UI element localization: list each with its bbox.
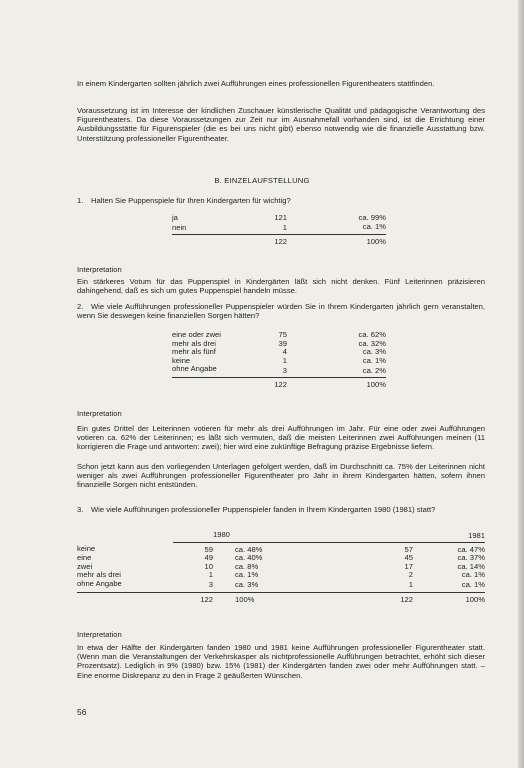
interpretation-label-3: Interpretation (77, 630, 122, 639)
row-count-1980: 59 (204, 544, 213, 554)
page-number: 56 (77, 707, 87, 717)
total-percent-1981: 100% (465, 594, 485, 604)
table-header-row (77, 531, 485, 542)
question-2-number: 2. (77, 302, 84, 311)
interpretation-text-2a: Ein gutes Drittel der Leiterinnen votieren für mehr als drei Aufführungen im Jahr. Für eine oder zwei Aufführungen votieren ca. 62% der Leiterinnen; es läßt sich vermuten, daß die meisten Leiterinnen zwei Aufführungen meinen (11 korrigieren die Frage und antworten: zwei); hier wird eine zukünftige Befragung präzise Ergebnisse liefern. (77, 424, 485, 452)
question-2 (77, 302, 485, 320)
intro-paragraph-1: In einem Kindergarten sollten jährlich zwei Aufführungen eines professionellen Figurentheaters stattfinden. (77, 79, 435, 88)
row-count: 1 (282, 355, 287, 365)
table-row (172, 348, 386, 357)
table-total-row (172, 235, 386, 247)
row-percent-1980: ca. 40% (235, 553, 263, 563)
row-count: 39 (278, 338, 287, 348)
total-count: 122 (274, 237, 287, 247)
row-count: 1 (252, 223, 287, 235)
row-percent-1981: ca. 1% (461, 570, 485, 580)
question-3-number: 3. (77, 505, 84, 514)
total-percent-1980: 100% (235, 594, 255, 604)
table-row (172, 223, 386, 235)
table-row (77, 554, 485, 563)
row-label: ohne Angabe (172, 365, 252, 377)
row-percent: ca. 3% (362, 347, 386, 357)
total-count-1981: 122 (400, 594, 413, 604)
row-percent-1980: ca. 48% (235, 544, 263, 554)
row-label: eine (77, 553, 92, 563)
row-percent: ca. 99% (358, 213, 386, 222)
row-percent: ca. 1% (287, 223, 386, 235)
total-percent: 100% (366, 237, 386, 247)
row-label: zwei (77, 561, 93, 571)
interpretation-text-3: In etwa der Hälfte der Kindergärten fanden 1980 und 1981 keine Aufführungen professioneller Figurentheater statt. (Wenn man die Veranstaltungen der Verkehrskasper als nichtprofessionelle Aufführungen betrachtet, erhöht sich dieser Prozentsatz). Lediglich in 9% (1980) bzw. 15% (1981) der Kindergärten fanden zwei oder mehr Aufführungen statt. – Eine enorme Diskrepanz zu den in Frage 2 geäußerten Wünschen. (77, 643, 485, 680)
row-label: eine oder zwei (172, 330, 221, 339)
question-2-table (172, 331, 386, 390)
row-percent-1980: ca. 1% (235, 570, 259, 580)
row-label: keine (172, 355, 191, 365)
question-3-text: Wie viele Aufführungen professioneller Puppenspieler fanden in Ihrem Kindergarten 1980 (1981) statt? (91, 505, 436, 514)
question-2-text: Wie viele Aufführungen professioneller Puppenspieler würden Sie in Ihrem Kindergarten jährlich gern veranstalten, wenn Sie deswegen keine finanziellen Sorgen hätten? (77, 302, 485, 321)
row-count-1980: 10 (204, 561, 213, 571)
row-label: ja (172, 213, 178, 222)
table-row (77, 542, 485, 554)
row-count-1981: 17 (404, 561, 413, 571)
row-count: 3 (252, 365, 287, 377)
question-1-text: Halten Sie Puppenspiele für Ihren Kindergarten für wichtig? (91, 196, 291, 205)
row-percent: ca. 1% (362, 355, 386, 365)
table-row (77, 580, 485, 592)
row-count: 4 (282, 347, 287, 357)
table-row (172, 365, 386, 377)
row-count-1981: 2 (408, 570, 413, 580)
row-percent: ca. 62% (358, 330, 386, 339)
table-total-row (172, 377, 386, 389)
total-count: 122 (274, 379, 287, 389)
row-percent-1981: ca. 1% (413, 580, 485, 592)
row-percent-1980: ca. 3% (213, 580, 307, 592)
row-count-1980: 3 (173, 580, 213, 592)
row-label: keine (77, 544, 96, 554)
row-label: ohne Angabe (77, 580, 173, 592)
year-1980-header: 1980 (213, 531, 307, 542)
row-label: mehr als drei (172, 338, 216, 348)
total-count-1980: 122 (200, 594, 213, 604)
row-label: mehr als drei (77, 570, 121, 580)
row-percent-1981: ca. 37% (457, 553, 485, 563)
row-count: 75 (278, 330, 287, 339)
row-percent-1981: ca. 47% (457, 544, 485, 554)
question-3 (77, 505, 485, 514)
row-percent: ca. 32% (358, 338, 386, 348)
row-count-1981: 1 (317, 580, 413, 592)
question-3-table (77, 531, 485, 604)
question-1-number: 1. (77, 196, 84, 205)
row-label: mehr als fünf (172, 347, 216, 357)
page-edge-shadow (518, 0, 524, 768)
row-count-1980: 49 (204, 553, 213, 563)
intro-paragraph-2: Voraussetzung ist im Interesse der kindlichen Zuschauer künstlerische Qualität und pädagogische Verantwortung des Figurentheaters. Da diese Voraussetzungen zur Zeit nur im Ausnahmefall vorhanden sind, ist die Errichtung einer Ausbildungsstätte für Figurenspieler (die es bei uns nicht gibt) ebenso notwendig wie die finanzielle Ausstattung bzw. Unterstützung professioneller Figurentheater. (77, 106, 485, 143)
total-percent: 100% (366, 379, 386, 389)
table-row (172, 214, 386, 223)
year-1981-header: 1981 (413, 531, 485, 542)
row-count-1981: 57 (404, 544, 413, 554)
table-row (77, 571, 485, 580)
row-count-1981: 45 (404, 553, 413, 563)
interpretation-label-2: Interpretation (77, 409, 122, 418)
row-label: nein (172, 223, 252, 235)
row-count: 121 (274, 213, 287, 222)
interpretation-text-1: Ein stärkeres Votum für das Puppenspiel in Kindergärten läßt sich nicht denken. Fünf Leiterinnen präzisieren dahingehend, daß es sich um gutes Puppenspiel handeln müsse. (77, 277, 485, 296)
interpretation-text-2b: Schon jetzt kann aus den vorliegenden Unterlagen gefolgert werden, daß im Durchschnitt ca. 75% der Leiterinnen nicht weniger als zwei Aufführungen professioneller Figurentheater pro Jahr in ihrem Kindergarten hätten, sofern ihnen finanzielle Sorgen nicht entstünden. (77, 462, 485, 490)
question-1-table (172, 214, 386, 247)
row-percent-1981: ca. 14% (457, 561, 485, 571)
section-heading: B. EINZELAUFSTELLUNG (214, 176, 310, 185)
interpretation-label-1: Interpretation (77, 265, 122, 274)
row-percent: ca. 2% (287, 365, 386, 377)
table-row (77, 563, 485, 572)
row-count-1980: 1 (208, 570, 213, 580)
question-1 (77, 196, 291, 205)
table-total-row (77, 592, 485, 604)
row-percent-1980: ca. 8% (235, 561, 259, 571)
